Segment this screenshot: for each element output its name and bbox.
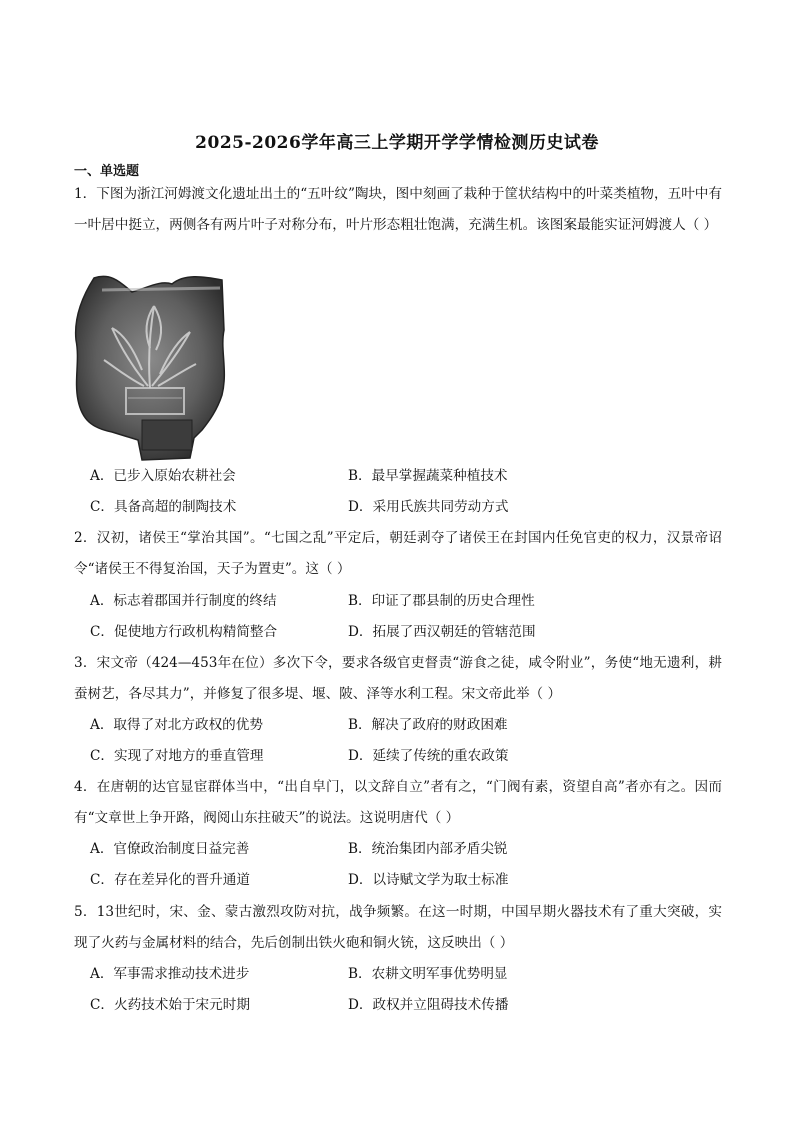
option-c[interactable]: C．存在差异化的晋升通道 <box>90 872 250 888</box>
question-4-stem: 4．在唐朝的达官显宦群体当中，“出自皁门，以文辞自立”者有之，“门阀有素，资望自高”者亦有之。因而有“文章世上争开路，阀阅山东拄破天”的说法。这说明唐代（ ） <box>74 779 722 826</box>
option-d[interactable]: D．拓展了西汉朝廷的管辖范围 <box>348 624 536 640</box>
option-c[interactable]: C．具备高超的制陶技术 <box>90 499 237 515</box>
option-d[interactable]: D．以诗赋文学为取士标准 <box>348 872 509 888</box>
question-4-options <box>90 834 710 896</box>
option-d[interactable]: D．延续了传统的重农政策 <box>348 748 509 764</box>
option-b[interactable]: B．农耕文明军事优势明显 <box>348 966 508 982</box>
question-3-options <box>90 710 710 772</box>
question-2-options <box>90 586 710 648</box>
question-5-stem: 5．13世纪时，宋、金、蒙古激烈攻防对抗，战争频繁。在这一时期，中国早期火器技术有了重大突破，实现了火药与金属材料的结合，先后创制出铁火砲和铜火铳，这反映出（ ） <box>74 904 722 951</box>
option-a[interactable]: A．标志着郡国并行制度的终结 <box>90 593 277 609</box>
option-d[interactable]: D．政权并立阻碍技术传播 <box>348 997 509 1013</box>
section-heading: 一、单选题 <box>74 164 140 179</box>
option-c[interactable]: C．火药技术始于宋元时期 <box>90 997 250 1013</box>
option-a[interactable]: A．取得了对北方政权的优势 <box>90 717 263 733</box>
option-d[interactable]: D．采用氏族共同劳动方式 <box>348 499 509 515</box>
option-a[interactable]: A．已步入原始农耕社会 <box>90 468 236 484</box>
question-3-stem: 3．宋文帝（424—453年在位）多次下令，要求各级官吏督责“游食之徒，咸令附业”，务使“地无遗利，耕蚕树艺，各尽其力”，并修复了很多堤、堰、陂、泽等水利工程。宋文帝此举（ ） <box>74 655 722 702</box>
option-c[interactable]: C．促使地方行政机构精简整合 <box>90 624 278 640</box>
option-b[interactable]: B．统治集团内部矛盾尖锐 <box>348 841 508 857</box>
option-b[interactable]: B．最早掌握蔬菜种植技术 <box>348 468 508 484</box>
question-5-options <box>90 959 710 1021</box>
pottery-fragment-image <box>72 270 228 462</box>
option-b[interactable]: B．印证了郡县制的历史合理性 <box>348 593 535 609</box>
option-b[interactable]: B．解决了政府的财政困难 <box>348 717 508 733</box>
question-2-stem: 2．汉初，诸侯王“掌治其国”。“七国之乱”平定后，朝廷剥夺了诸侯王在封国内任免官吏的权力，汉景帝诏令“诸侯王不得复治国，天子为置吏”。这（ ） <box>74 530 722 577</box>
question-1-stem: 1．下图为浙江河姆渡文化遗址出土的“五叶纹”陶块，图中刻画了栽种于筐状结构中的叶菜类植物，五叶中有一叶居中挺立，两侧各有两片叶子对称分布，叶片形态粗壮饱满，充满生机。该图案最能实证河姆渡人（ ） <box>74 186 722 233</box>
exam-title: 2025-2026学年高三上学期开学学情检测历史试卷 <box>195 133 599 153</box>
option-c[interactable]: C．实现了对地方的垂直管理 <box>90 748 264 764</box>
option-a[interactable]: A．军事需求推动技术进步 <box>90 966 250 982</box>
option-a[interactable]: A．官僚政治制度日益完善 <box>90 841 250 857</box>
question-1-options <box>90 461 710 523</box>
